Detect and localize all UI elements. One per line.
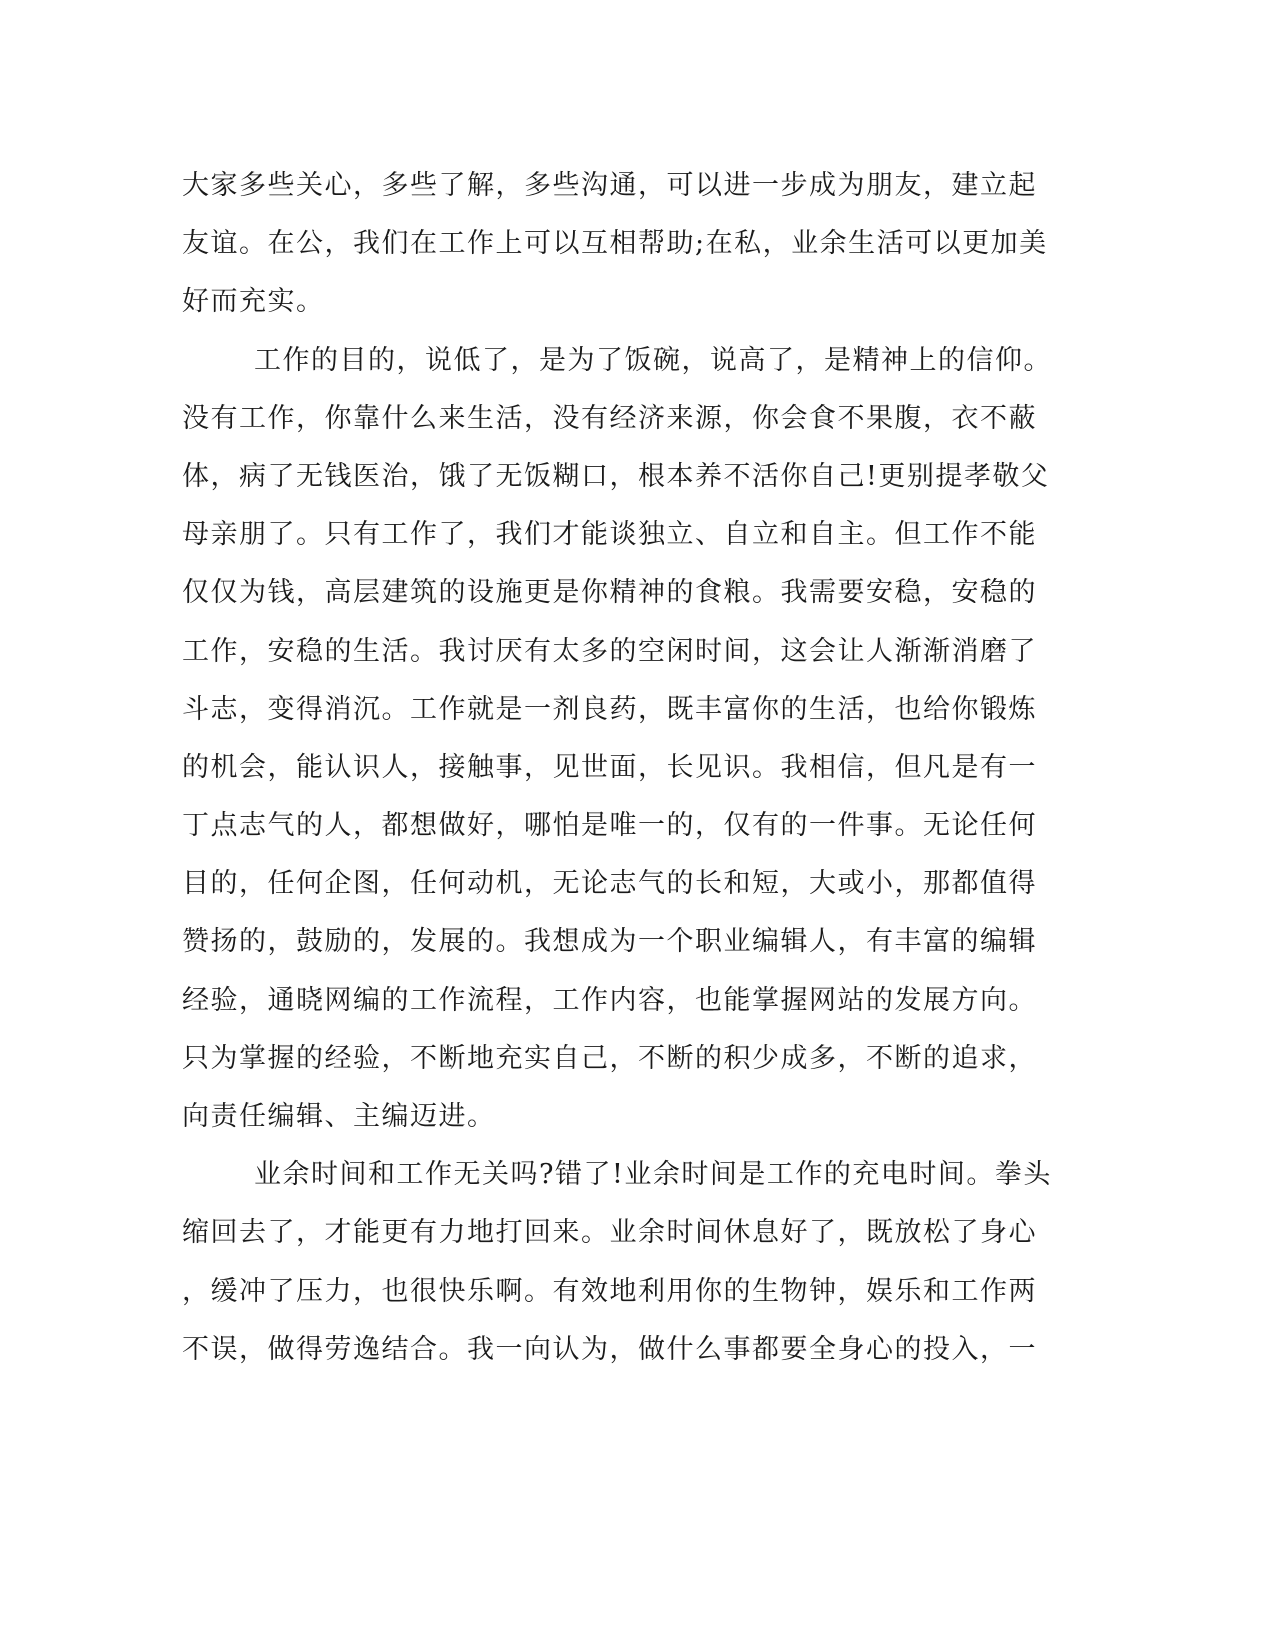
paragraph-3 — [182, 1146, 1052, 1379]
text-line: 体，病了无钱医治，饿了无饭糊口，根本养不活你自己!更别提孝敬父 — [182, 460, 1050, 492]
text-line: 母亲朋了。只有工作了，我们才能谈独立、自立和自主。但工作不能 — [182, 519, 1037, 551]
text-line: 的机会，能认识人，接触事，见世面，长见识。我相信，但凡是有一 — [182, 751, 1037, 783]
text-line: 仅仅为钱，高层建筑的设施更是你精神的食粮。我需要安稳，安稳的 — [182, 577, 1037, 609]
text-line: 只为掌握的经验，不断地充实自己，不断的积少成多，不断的追求， — [182, 1042, 1037, 1074]
text-line: 好而充实。 — [182, 286, 325, 318]
text-line: 赞扬的，鼓励的，发展的。我想成为一个职业编辑人，有丰富的编辑 — [182, 926, 1037, 958]
text-line: 业余时间和工作无关吗?错了!业余时间是工作的充电时间。拳头 — [254, 1159, 1052, 1191]
text-line: 目的，任何企图，任何动机，无论志气的长和短，大或小，那都值得 — [182, 868, 1037, 900]
text-line: 没有工作，你靠什么来生活，没有经济来源，你会食不果腹，衣不蔽 — [182, 402, 1037, 434]
text-line: 丁点志气的人，都想做好，哪怕是唯一的，仅有的一件事。无论任何 — [182, 810, 1037, 842]
text-line: 不误，做得劳逸结合。我一向认为，做什么事都要全身心的投入，一 — [182, 1333, 1037, 1365]
paragraph-1 — [182, 157, 1048, 332]
text-line: 经验，通晓网编的工作流程，工作内容，也能掌握网站的发展方向。 — [182, 984, 1037, 1016]
text-line: 缩回去了，才能更有力地打回来。业余时间休息好了，既放松了身心 — [182, 1217, 1037, 1249]
text-line: 向责任编辑、主编迈进。 — [182, 1101, 496, 1132]
text-line: 友谊。在公，我们在工作上可以互相帮助;在私，业余生活可以更加美 — [182, 228, 1048, 260]
paragraph-2 — [182, 332, 1052, 1147]
text-line: 工作，安稳的生活。我讨厌有太多的空闲时间，这会让人渐渐消磨了 — [182, 635, 1037, 667]
text-line: 工作的目的，说低了，是为了饭碗，说高了，是精神上的信仰。 — [254, 344, 1052, 376]
text-line: 大家多些关心，多些了解，多些沟通，可以进一步成为朋友，建立起 — [182, 170, 1037, 201]
text-line: ，缓冲了压力，也很快乐啊。有效地利用你的生物钟，娱乐和工作两 — [182, 1275, 1037, 1307]
text-line: 斗志，变得消沉。工作就是一剂良药，既丰富你的生活，也给你锻炼 — [182, 693, 1037, 725]
body-text — [182, 157, 1052, 1379]
